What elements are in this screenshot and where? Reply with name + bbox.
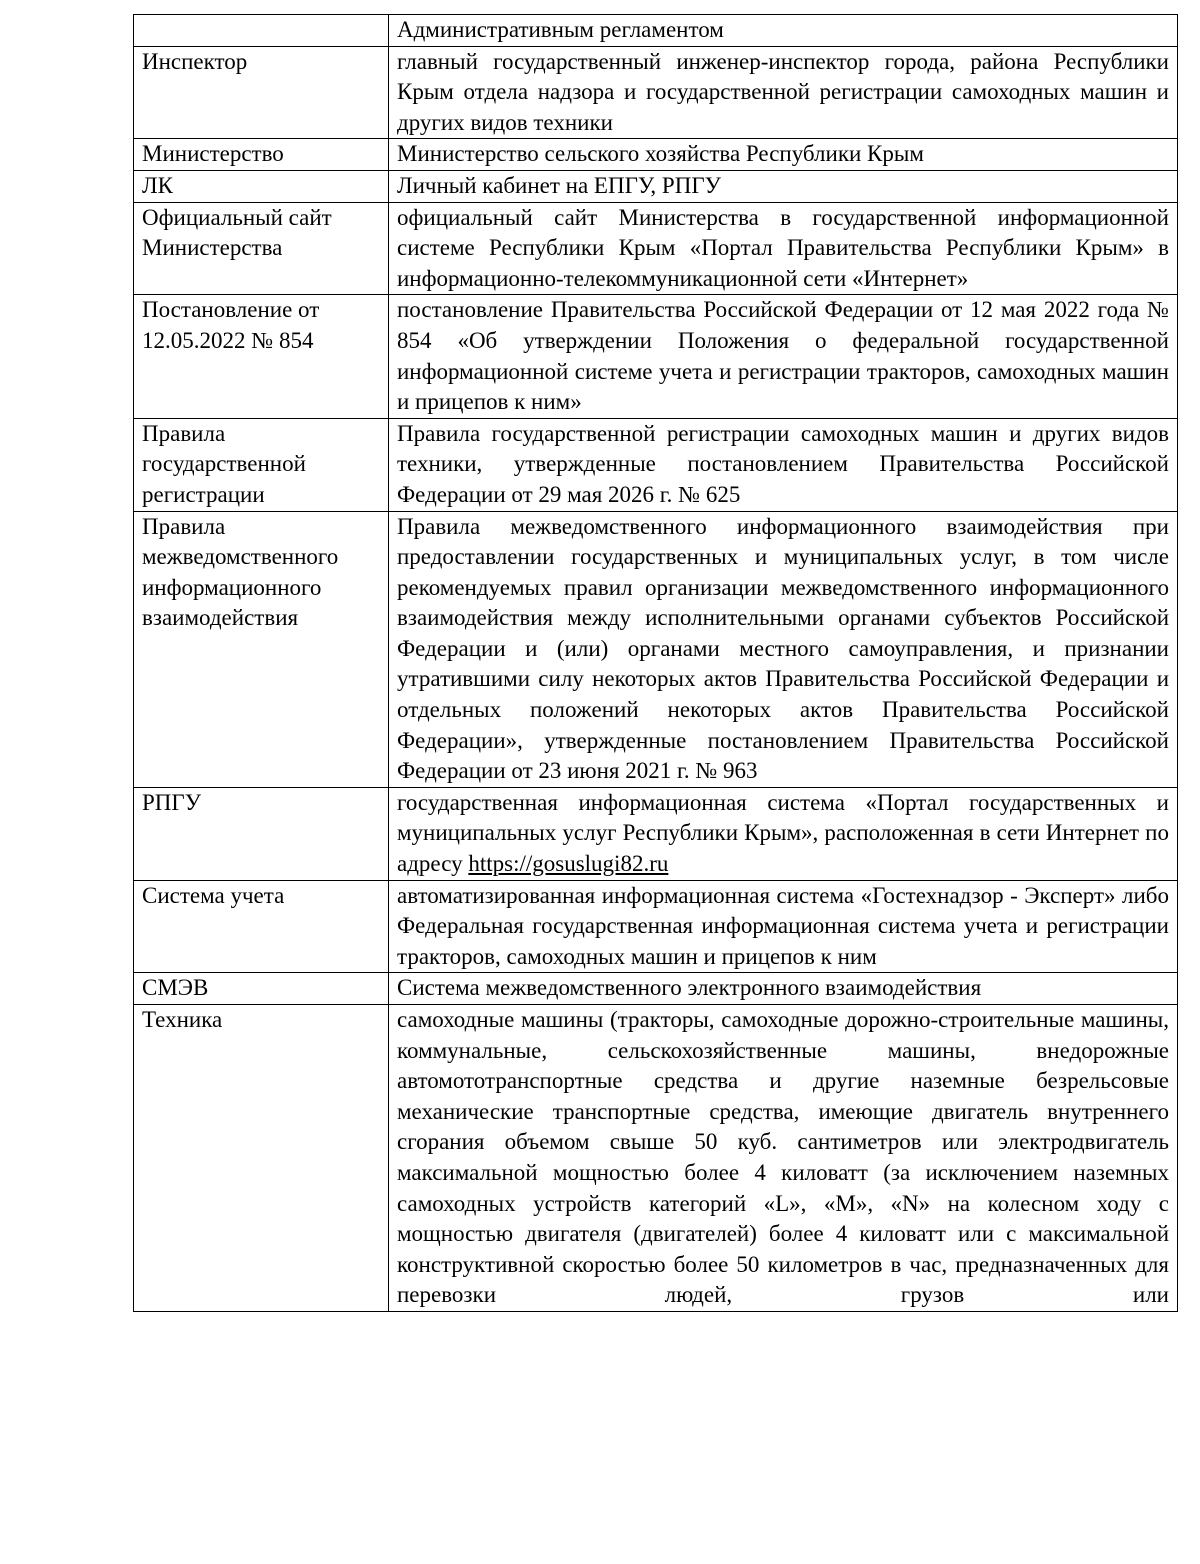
definition-cell: официальный сайт Министерства в государственной информационной системе Республики Крым «Портал Правительства Республики Крым» в информационно-телекоммуникационной сети «Интернет» xyxy=(389,202,1178,295)
term-cell: РПГУ xyxy=(134,787,389,880)
term-cell xyxy=(134,15,389,47)
table-row xyxy=(134,170,1178,202)
definition-cell xyxy=(389,787,1178,880)
definition-cell: Правила межведомственного информационного взаимодействия при предоставлении государственных и муниципальных услуг, в том числе рекомендуемых правил организации межведомственного информационного взаимодействия между исполнительными органами субъектов Российской Федерации и (или) органами местного самоуправления, и признании утратившими силу некоторых актов Правительства Российской Федерации и отдельных положений некоторых актов Правительства Российской Федерации», утвержденные постановлением Правительства Российской Федерации от 23 июня 2021 г. № 963 xyxy=(389,511,1178,787)
table-row xyxy=(134,46,1178,139)
table-row xyxy=(134,880,1178,973)
table-row xyxy=(134,1005,1178,1312)
table-row xyxy=(134,15,1178,47)
table-row xyxy=(134,787,1178,880)
table-row xyxy=(134,418,1178,511)
definitions-table xyxy=(133,14,1178,1312)
definition-text: государственная информационная система «Портал государственных и муниципальных услуг Республики Крым», расположенная в сети Интернет по адресу xyxy=(397,789,1169,877)
definition-cell: Правила государственной регистрации самоходных машин и других видов техники, утвержденные постановлением Правительства Российской Федерации от 29 мая 2026 г. № 625 xyxy=(389,418,1178,511)
table-row xyxy=(134,295,1178,418)
term-cell: Министерство xyxy=(134,139,389,171)
document-page xyxy=(133,14,1178,1312)
table-row xyxy=(134,139,1178,171)
definition-cell: главный государственный инженер-инспектор города, района Республики Крым отдела надзора и государственной регистрации самоходных машин и других видов техники xyxy=(389,46,1178,139)
term-cell: Правила государственной регистрации xyxy=(134,418,389,511)
term-cell: Техника xyxy=(134,1005,389,1312)
definition-cell: самоходные машины (тракторы, самоходные дорожно-строительные машины, коммунальные, сельскохозяйственные машины, внедорожные автомототранспортные средства и другие наземные безрельсовые механические транспортные средства, имеющие двигатель внутреннего сгорания объемом свыше 50 куб. сантиметров или электродвигатель максимальной мощностью более 4 киловатт (за исключением наземных самоходных устройств категорий «L», «M», «N» на колесном ходу с мощностью двигателя (двигателей) более 4 киловатт или с максимальной конструктивной скоростью более 50 километров в час, предназначенных для перевозки людей, грузов или xyxy=(389,1005,1178,1312)
portal-link[interactable]: https://gosuslugi82.ru xyxy=(468,851,669,877)
definition-cell: Административным регламентом xyxy=(389,15,1178,47)
definition-cell: Министерство сельского хозяйства Республики Крым xyxy=(389,139,1178,171)
term-cell: Инспектор xyxy=(134,46,389,139)
table-row xyxy=(134,973,1178,1005)
definition-cell: Система межведомственного электронного взаимодействия xyxy=(389,973,1178,1005)
term-cell: СМЭВ xyxy=(134,973,389,1005)
term-cell: Постановление от 12.05.2022 № 854 xyxy=(134,295,389,418)
definition-cell: постановление Правительства Российской Федерации от 12 мая 2022 года № 854 «Об утверждении Положения о федеральной государственной информационной системе учета и регистрации тракторов, самоходных машин и прицепов к ним» xyxy=(389,295,1178,418)
table-row xyxy=(134,511,1178,787)
term-cell: Правила межведомственного информационного взаимодействия xyxy=(134,511,389,787)
term-cell: Система учета xyxy=(134,880,389,973)
term-cell: ЛК xyxy=(134,170,389,202)
definition-cell: автоматизированная информационная система «Гостехнадзор - Эксперт» либо Федеральная государственная информационная система учета и регистрации тракторов, самоходных машин и прицепов к ним xyxy=(389,880,1178,973)
definition-cell: Личный кабинет на ЕПГУ, РПГУ xyxy=(389,170,1178,202)
term-cell: Официальный сайт Министерства xyxy=(134,202,389,295)
table-row xyxy=(134,202,1178,295)
